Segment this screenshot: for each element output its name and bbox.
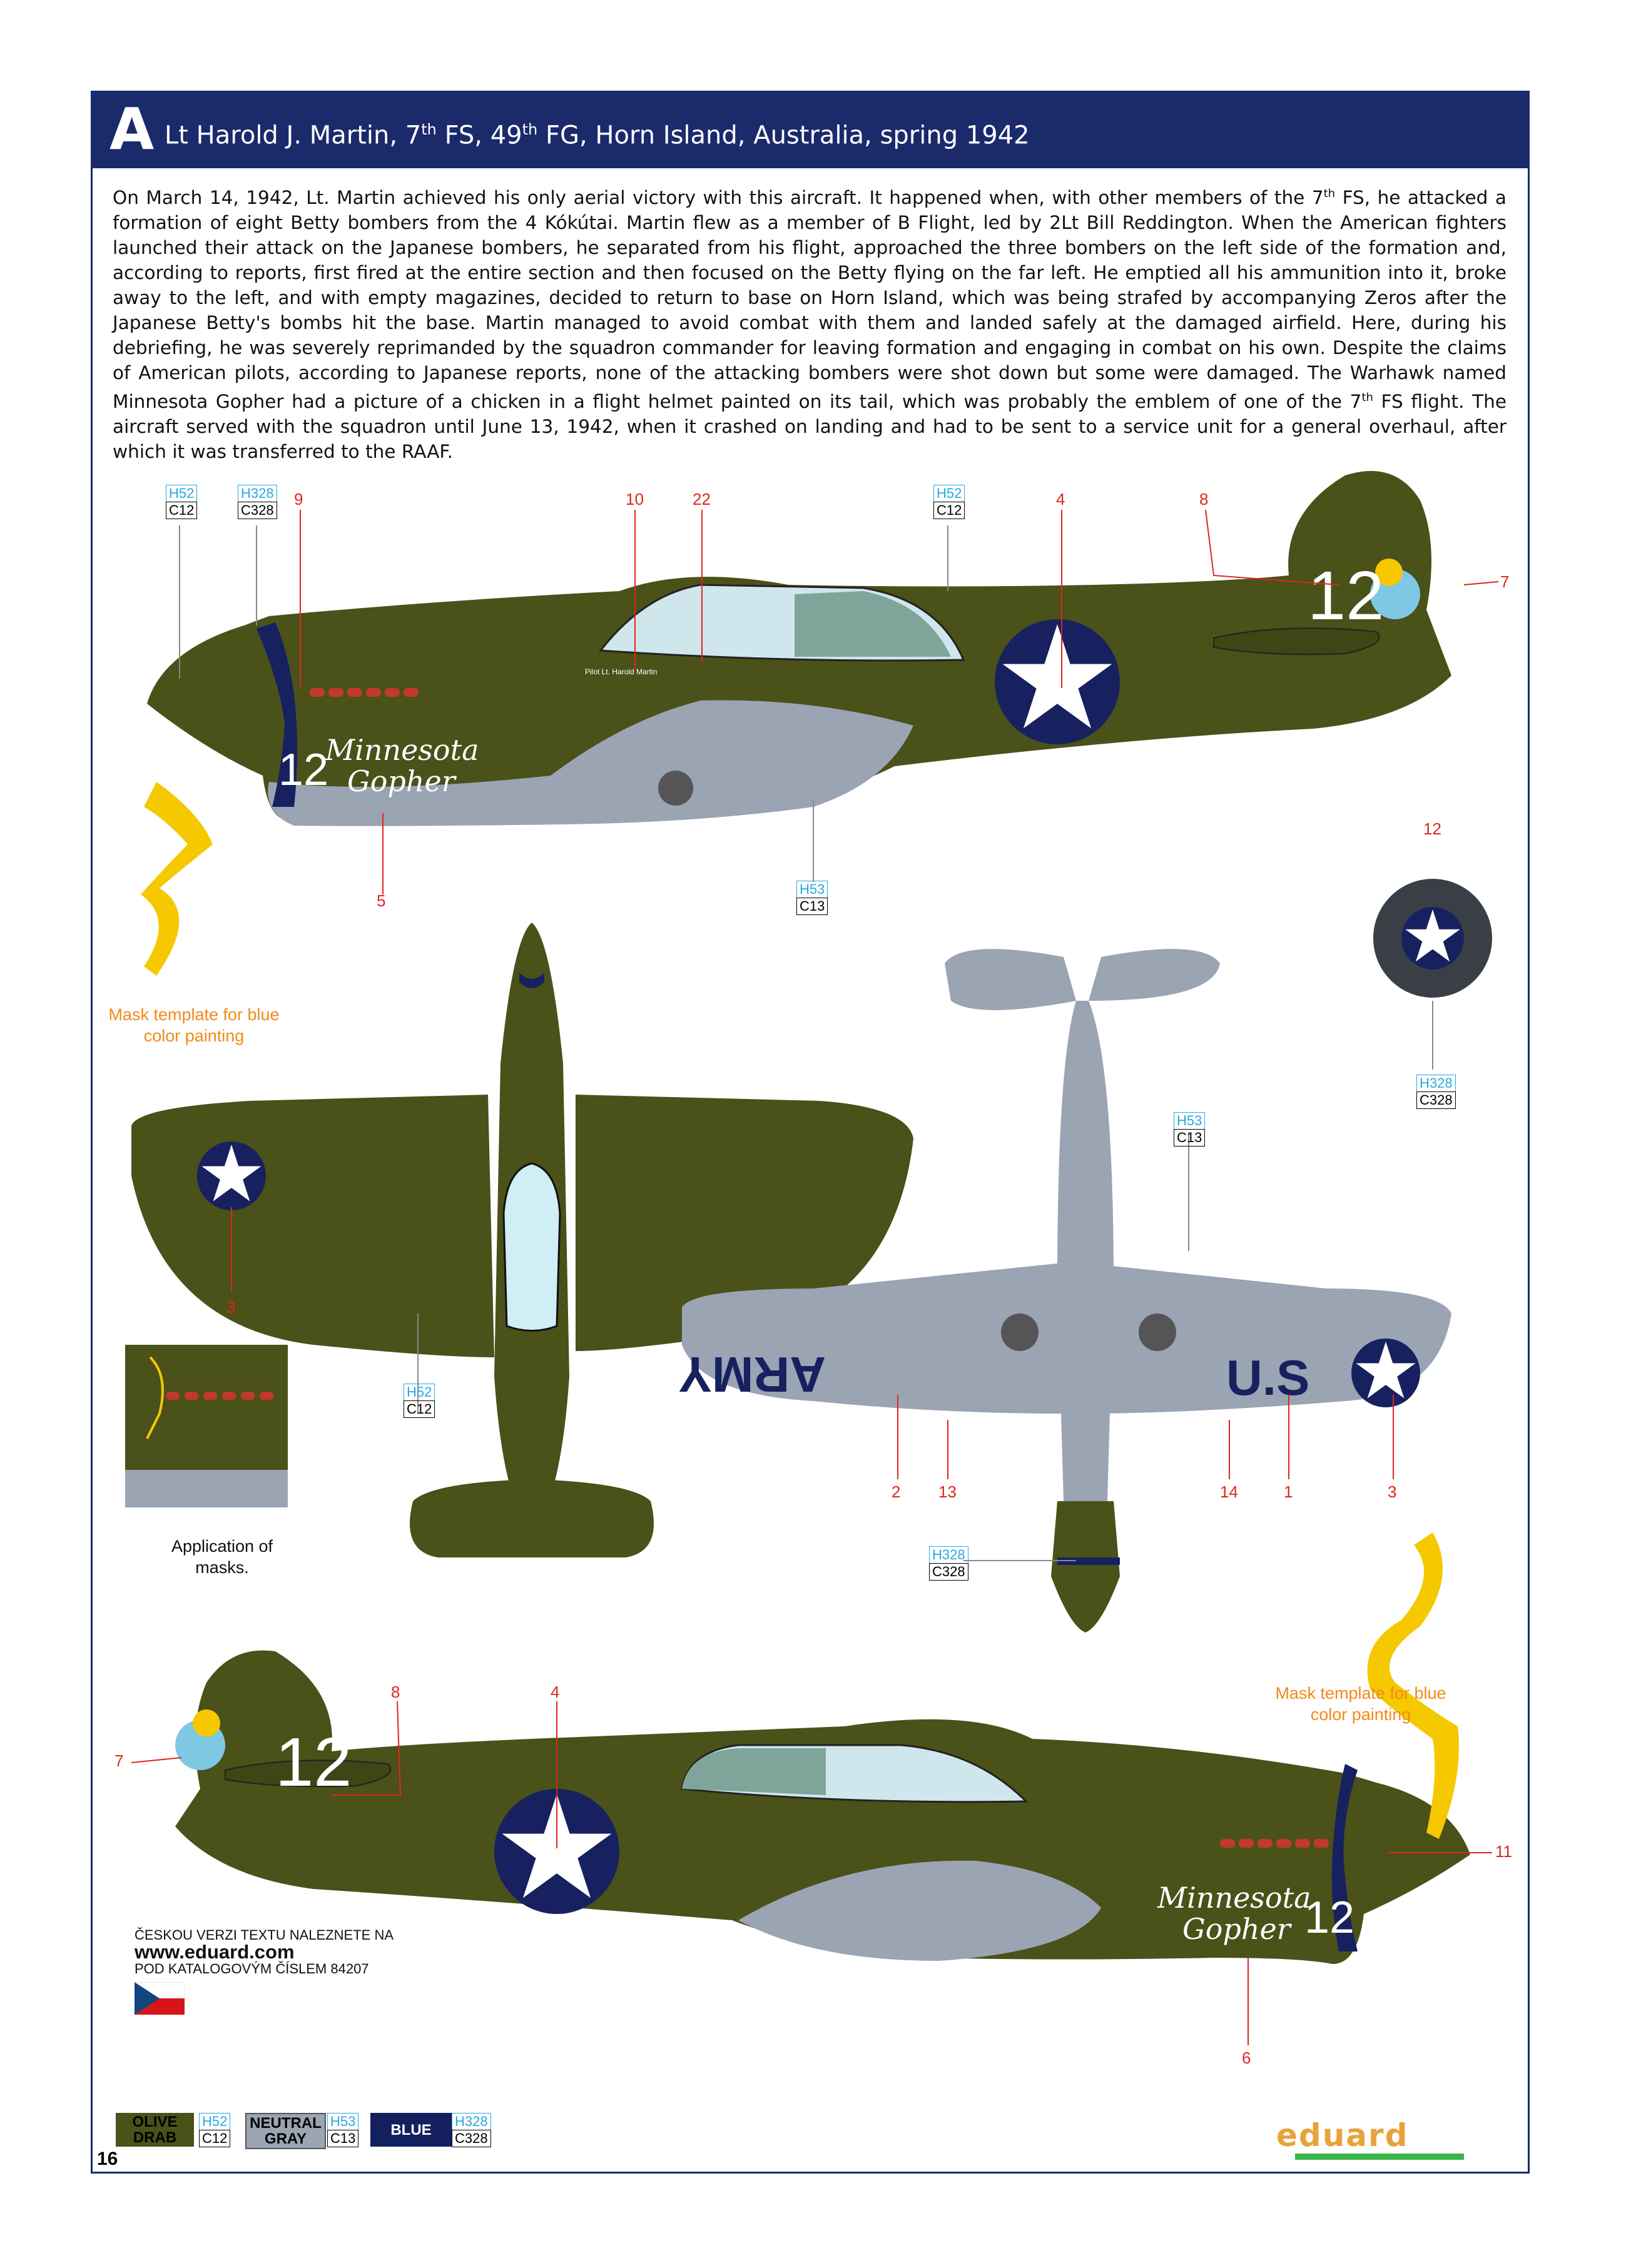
- swatch-neutral-gray: NEUTRAL GRAY: [245, 2113, 326, 2149]
- czech-version-note: [135, 1926, 394, 2018]
- swatch-blue: BLUE: [370, 2113, 452, 2147]
- plan-lower-surface: [682, 949, 1451, 1633]
- tail-number-left: 12: [1308, 557, 1385, 634]
- profile-left-side: [147, 471, 1451, 826]
- paint-code-blue: [238, 485, 277, 519]
- callout-3: 3: [226, 1298, 236, 1317]
- title-part: FG, Horn Island, Australia, spring 1942: [537, 121, 1030, 150]
- pilot-name-stencil: Pilot Lt. Harold Martin: [585, 667, 658, 676]
- main-wheel: [658, 771, 693, 806]
- callout-4: 4: [551, 1683, 560, 1701]
- story-sup: th: [1323, 187, 1336, 200]
- wing-us-text: U.S: [1226, 1350, 1310, 1405]
- code-c: C13: [327, 2130, 358, 2147]
- nose-number-left: 12: [278, 745, 329, 795]
- code-h: H52: [199, 2113, 230, 2130]
- callout-3: 3: [1388, 1482, 1397, 1501]
- code-c: C328: [1416, 1091, 1456, 1109]
- story-part: FS, he attacked a formation of eight Betty bombers from the 4 Kókútai. Martin flew as a member of B Flight, led by 2Lt Bill Reddington. When the American fighters launched their attack on the Japanese bombers, he separated from his flight, approached the three bombers on the left side of the formation and, according to reports, first fired at the entire section and then focused on the Betty flying on the far left. He emptied all his ammunition into it, broke away to the left, and with empty magazines, decided to return to base on Horn Island, which was being strafed by accompanying Zeros after the Japanese Betty's bombs hit the base. Martin managed to avoid combat with them and landed safely at the damaged airfield. Here, during his debriefing, he was severely reprimanded by the squadron commander for leaving formation and engaging in combat on his own. Despite the claims of American pilots, according to Japanese reports, none of the attacking bombers were shot down but some were damaged. The Warhawk named Minnesota Gopher had a picture of a chicken in a flight helmet painted on its tail, which was probably the emblem of one of the 7: [113, 186, 1507, 412]
- story-part: FS flight. The aircraft served with the squadron until June 13, 1942, when it crashed on landing and had to be sent to a service unit for a general overhaul, after which it was transferred to the RAAF.: [113, 390, 1507, 462]
- paint-code-gray: [1174, 1112, 1205, 1147]
- code-h: H52: [166, 485, 197, 502]
- tailplane-left-lower: [945, 949, 1076, 1010]
- nose-art-line2-left: Gopher: [347, 764, 455, 798]
- callout-11: 11: [1495, 1842, 1512, 1861]
- czech-flag-icon: [135, 1982, 185, 2015]
- tail-number-right: 12: [275, 1724, 352, 1801]
- paint-code-olive: [404, 1384, 435, 1418]
- wing-army-text: ARMY: [678, 1347, 826, 1402]
- code-c: C13: [1174, 1129, 1205, 1147]
- code-h: H53: [796, 881, 828, 898]
- czech-line3: POD KATALOGOVÝM ČÍSLEM 84207: [135, 1961, 369, 1977]
- left-wing-upper: [131, 1095, 494, 1357]
- title-sup: th: [522, 121, 538, 138]
- code-h: H328: [1416, 1075, 1456, 1091]
- nose-art-line1-left: Minnesota: [325, 733, 479, 767]
- czech-line1: ČESKOU VERZI TEXTU NALEZNETE NA: [135, 1927, 394, 1943]
- paint-code-blue: [929, 1546, 968, 1581]
- page-number: 16: [97, 2149, 118, 2169]
- callout-12: 12: [1423, 819, 1441, 838]
- story-sup: th: [1361, 390, 1373, 404]
- eduard-logo-bar: [1295, 2154, 1464, 2160]
- code-c: C328: [238, 502, 277, 519]
- code-c: C12: [933, 502, 965, 519]
- callout-22: 22: [693, 490, 711, 509]
- code-c: C12: [404, 1400, 435, 1418]
- callout-6: 6: [1242, 2048, 1251, 2067]
- title-sup: th: [421, 121, 437, 138]
- story-part: On March 14, 1942, Lt. Martin achieved his only aerial victory with this aircraft. It happened when, with other members of the 7: [113, 186, 1324, 208]
- code-h: H53: [1174, 1112, 1205, 1129]
- nose-art-line1-right: Minnesota: [1157, 1881, 1311, 1915]
- callout-8: 8: [391, 1683, 400, 1701]
- callout-8: 8: [1199, 490, 1209, 509]
- tailplane-upper: [410, 1479, 654, 1557]
- callout-7: 7: [1500, 572, 1510, 591]
- left-wheel-lower: [1001, 1314, 1039, 1351]
- paint-code-blue: [1416, 1075, 1456, 1109]
- nose-lower: [1051, 1501, 1120, 1633]
- mask-template-note-left: Mask template for blue color painting: [108, 1005, 280, 1045]
- code-c: C328: [929, 1563, 968, 1581]
- code-c: C12: [166, 502, 197, 519]
- right-wheel-lower: [1139, 1314, 1176, 1351]
- mask-template-left: [141, 782, 213, 976]
- code-c: C12: [199, 2130, 230, 2147]
- legend-code-blue: [452, 2113, 491, 2147]
- code-h: H328: [452, 2113, 491, 2130]
- title-part: FS, 49: [436, 121, 522, 150]
- legend-code-olive: [199, 2113, 230, 2147]
- paint-code-olive: [933, 485, 965, 519]
- paint-code-olive: [166, 485, 197, 519]
- tailplane-right-lower: [1089, 949, 1220, 1001]
- nose-number-right: 12: [1304, 1893, 1355, 1943]
- callout-5: 5: [377, 891, 386, 910]
- code-h: H53: [327, 2113, 358, 2130]
- code-c: C328: [452, 2130, 491, 2147]
- callout-10: 10: [626, 490, 644, 509]
- code-h: H52: [933, 485, 965, 502]
- mask-template-note-right: Mask template for blue color painting: [1275, 1684, 1446, 1724]
- callout-4: 4: [1056, 490, 1065, 509]
- callout-9: 9: [294, 490, 303, 509]
- code-c: C13: [796, 898, 828, 915]
- callout-2: 2: [892, 1482, 901, 1501]
- eduard-link[interactable]: www.eduard.com: [135, 1941, 295, 1963]
- code-h: H52: [404, 1384, 435, 1400]
- eduard-logo: eduard: [1276, 2117, 1409, 2154]
- canopy-upper: [504, 1163, 560, 1331]
- callout-13: 13: [938, 1482, 957, 1501]
- callout-14: 14: [1220, 1482, 1238, 1501]
- swatch-olive-drab: OLIVE DRAB: [116, 2113, 194, 2147]
- code-h: H328: [238, 485, 277, 502]
- nose-art-line2-right: Gopher: [1182, 1912, 1291, 1946]
- legend-code-gray: [327, 2113, 358, 2147]
- paint-code-gray: [796, 881, 828, 915]
- mask-application-note: Application of masks.: [171, 1537, 273, 1577]
- callout-1: 1: [1284, 1482, 1293, 1501]
- code-h: H328: [929, 1546, 968, 1563]
- callout-7: 7: [114, 1751, 124, 1770]
- profile-letter: A: [109, 96, 155, 163]
- title-part: Lt Harold J. Martin, 7: [165, 121, 422, 150]
